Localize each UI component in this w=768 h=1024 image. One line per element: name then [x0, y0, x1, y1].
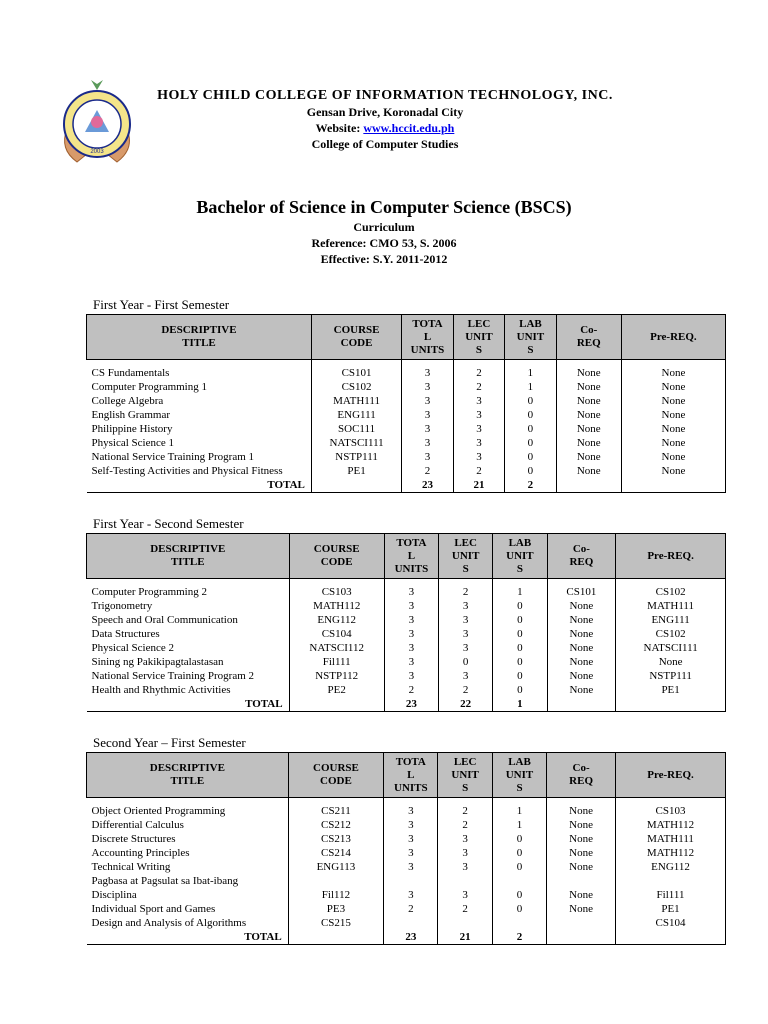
table-row [87, 613, 726, 627]
cell-lab: 0 [493, 669, 547, 683]
table-header-row [87, 753, 726, 798]
total-cell-code [311, 478, 401, 493]
cell-lec: 3 [453, 408, 504, 422]
cell-lec: 0 [439, 655, 493, 669]
column-header-lab: LAB UNIT S [505, 315, 556, 360]
cell-desc: Self-Testing Activities and Physical Fitness [87, 464, 312, 478]
cell-total: 2 [402, 464, 453, 478]
table-row [87, 832, 726, 846]
cell-total [384, 874, 438, 888]
cell-code: CS214 [288, 846, 383, 860]
cell-total: 3 [384, 818, 438, 832]
cell-desc: Health and Rhythmic Activities [87, 683, 290, 697]
cell-coreq: None [556, 394, 621, 408]
cell-total: 3 [402, 394, 453, 408]
total-cell-total: 23 [402, 478, 453, 493]
cell-lec: 3 [438, 888, 492, 902]
cell-code: SOC111 [311, 422, 401, 436]
cell-desc: Data Structures [87, 627, 290, 641]
column-header-lab: LAB UNIT S [493, 534, 547, 579]
table-row [87, 627, 726, 641]
cell-prereq: PE1 [616, 902, 726, 916]
cell-total: 3 [402, 380, 453, 394]
table-row [87, 641, 726, 655]
total-cell-coreq [547, 930, 616, 945]
cell-coreq: CS101 [547, 585, 616, 599]
cell-prereq: None [621, 394, 725, 408]
cell-lab: 0 [505, 422, 556, 436]
website-line [140, 121, 630, 136]
cell-coreq: None [556, 422, 621, 436]
cell-total: 2 [384, 683, 438, 697]
cell-code: PE3 [288, 902, 383, 916]
table-row [87, 366, 726, 380]
cell-lab: 0 [493, 627, 547, 641]
total-row [87, 697, 726, 712]
cell-code: CS102 [311, 380, 401, 394]
website-link[interactable]: www.hccit.edu.ph [363, 121, 455, 135]
cell-prereq: MATH112 [616, 818, 726, 832]
total-cell-prereq [616, 697, 726, 712]
cell-coreq: None [556, 464, 621, 478]
cell-total: 3 [402, 422, 453, 436]
cell-lab: 0 [505, 394, 556, 408]
cell-coreq: None [556, 366, 621, 380]
cell-lec: 3 [439, 599, 493, 613]
cell-lab [492, 874, 546, 888]
cell-lec: 3 [439, 627, 493, 641]
total-cell-code [289, 697, 384, 712]
column-header-total: TOTA L UNITS [384, 534, 438, 579]
cell-lec: 2 [438, 818, 492, 832]
cell-code: CS104 [289, 627, 384, 641]
cell-lab: 0 [493, 683, 547, 697]
cell-prereq: NATSCI111 [616, 641, 726, 655]
cell-lec: 3 [453, 394, 504, 408]
cell-coreq: None [556, 436, 621, 450]
cell-lec: 2 [453, 380, 504, 394]
cell-lec: 2 [453, 464, 504, 478]
table-row [87, 902, 726, 916]
cell-coreq: None [547, 641, 616, 655]
cell-prereq: None [621, 436, 725, 450]
cell-desc: Individual Sport and Games [87, 902, 289, 916]
cell-desc: Physical Science 2 [87, 641, 290, 655]
cell-total: 3 [384, 641, 438, 655]
cell-coreq [547, 874, 616, 888]
cell-coreq: None [547, 860, 616, 874]
cell-total: 3 [384, 627, 438, 641]
cell-code: CS101 [311, 366, 401, 380]
cell-coreq: None [547, 804, 616, 818]
cell-code: ENG112 [289, 613, 384, 627]
cell-lab: 0 [492, 832, 546, 846]
cell-prereq: None [621, 366, 725, 380]
cell-lec: 3 [438, 860, 492, 874]
cell-prereq: Fil111 [616, 888, 726, 902]
cell-coreq: None [547, 846, 616, 860]
curriculum-subtitle: Curriculum [353, 220, 415, 234]
cell-coreq: None [547, 683, 616, 697]
cell-lab: 0 [493, 641, 547, 655]
cell-desc: Design and Analysis of Algorithms [87, 916, 289, 930]
table-header-row [87, 534, 726, 579]
institution-name: HOLY CHILD COLLEGE OF INFORMATION TECHNOLOGY, INC. [157, 88, 613, 103]
cell-total: 3 [384, 585, 438, 599]
college-logo [57, 74, 137, 166]
total-cell-desc: TOTAL [87, 930, 289, 945]
table-row [87, 450, 726, 464]
cell-total: 3 [384, 804, 438, 818]
cell-code: MATH112 [289, 599, 384, 613]
total-cell-coreq [556, 478, 621, 493]
cell-total: 3 [384, 655, 438, 669]
cell-lec: 3 [439, 669, 493, 683]
cell-total: 3 [384, 669, 438, 683]
cell-coreq: None [556, 380, 621, 394]
cell-lab: 1 [505, 366, 556, 380]
cell-code: NSTP112 [289, 669, 384, 683]
cell-prereq [616, 874, 726, 888]
cell-coreq: None [547, 832, 616, 846]
table-row [87, 380, 726, 394]
cell-desc: Trigonometry [87, 599, 290, 613]
table-row [87, 818, 726, 832]
institution-address: Gensan Drive, Koronadal City [306, 105, 464, 119]
column-header-prereq: Pre-REQ. [621, 315, 725, 360]
cell-total: 3 [402, 436, 453, 450]
column-header-lec: LEC UNIT S [453, 315, 504, 360]
cell-lab: 0 [505, 464, 556, 478]
cell-lab: 0 [492, 846, 546, 860]
column-header-code: COURSE CODE [288, 753, 383, 798]
column-header-total: TOTA L UNITS [402, 315, 453, 360]
total-cell-lab: 2 [492, 930, 546, 945]
table-row [87, 874, 726, 888]
cell-code: PE2 [289, 683, 384, 697]
cell-lab [492, 916, 546, 930]
cell-lab: 0 [505, 408, 556, 422]
cell-desc: English Grammar [87, 408, 312, 422]
total-cell-lec: 21 [453, 478, 504, 493]
cell-lec: 3 [453, 450, 504, 464]
cell-total: 3 [402, 366, 453, 380]
cell-coreq: None [547, 818, 616, 832]
cell-lab: 1 [492, 804, 546, 818]
cell-desc: Differential Calculus [87, 818, 289, 832]
cell-lec: 2 [453, 366, 504, 380]
cell-coreq: None [547, 627, 616, 641]
total-cell-prereq [621, 478, 725, 493]
column-header-desc: DESCRIPTIVE TITLE [87, 753, 289, 798]
table-row [87, 888, 726, 902]
cell-lab: 0 [505, 436, 556, 450]
total-cell-lec: 21 [438, 930, 492, 945]
total-row [87, 930, 726, 945]
program-title: Bachelor of Science in Computer Science (BSCS) [196, 197, 572, 217]
curriculum-table [86, 533, 726, 712]
cell-code: NATSCI112 [289, 641, 384, 655]
cell-lec: 3 [439, 613, 493, 627]
cell-coreq: None [547, 655, 616, 669]
cell-lab: 0 [492, 860, 546, 874]
cell-code: ENG111 [311, 408, 401, 422]
table-row [87, 408, 726, 422]
cell-coreq: None [556, 408, 621, 422]
table-row [87, 585, 726, 599]
cell-desc: National Service Training Program 1 [87, 450, 312, 464]
total-row [87, 478, 726, 493]
table-row [87, 655, 726, 669]
cell-total: 3 [402, 450, 453, 464]
cell-code: CS213 [288, 832, 383, 846]
cell-prereq: None [621, 450, 725, 464]
table-row [87, 804, 726, 818]
cell-total: 3 [384, 599, 438, 613]
table-row [87, 683, 726, 697]
semester-label: First Year - First Semester [93, 297, 230, 312]
cell-desc: Philippine History [87, 422, 312, 436]
column-header-desc: DESCRIPTIVE TITLE [87, 534, 290, 579]
cell-prereq: None [621, 422, 725, 436]
cell-lab: 0 [505, 450, 556, 464]
cell-coreq: None [547, 599, 616, 613]
cell-lab: 0 [493, 599, 547, 613]
total-cell-total: 23 [384, 697, 438, 712]
table-row [87, 464, 726, 478]
total-cell-lab: 1 [493, 697, 547, 712]
total-cell-coreq [547, 697, 616, 712]
cell-desc: Technical Writing [87, 860, 289, 874]
cell-lab: 0 [493, 613, 547, 627]
cell-code: CS211 [288, 804, 383, 818]
total-cell-lec: 22 [439, 697, 493, 712]
cell-prereq: ENG112 [616, 860, 726, 874]
cell-desc: Object Oriented Programming [87, 804, 289, 818]
cell-prereq: CS102 [616, 627, 726, 641]
cell-coreq: None [556, 450, 621, 464]
cell-prereq: CS104 [616, 916, 726, 930]
cell-prereq: MATH111 [616, 599, 726, 613]
cell-lab: 1 [492, 818, 546, 832]
cell-prereq: CS102 [616, 585, 726, 599]
cell-total: 3 [402, 408, 453, 422]
column-header-coreq: Co- REQ [547, 534, 616, 579]
cell-desc: Discrete Structures [87, 832, 289, 846]
cell-prereq: MATH112 [616, 846, 726, 860]
cell-lab: 0 [493, 655, 547, 669]
cell-desc: Accounting Principles [87, 846, 289, 860]
column-header-desc: DESCRIPTIVE TITLE [87, 315, 312, 360]
cell-total: 3 [384, 888, 438, 902]
semester-label: Second Year – First Semester [93, 735, 246, 750]
website-label: Website: [315, 121, 364, 135]
curriculum-table [86, 752, 726, 945]
cell-prereq: None [621, 464, 725, 478]
cell-code: ENG113 [288, 860, 383, 874]
cell-coreq: None [547, 902, 616, 916]
semester-label: First Year - Second Semester [93, 516, 244, 531]
cell-code: CS103 [289, 585, 384, 599]
table-row [87, 436, 726, 450]
cell-lec: 3 [438, 846, 492, 860]
cell-desc: National Service Training Program 2 [87, 669, 290, 683]
cell-lec: 2 [438, 804, 492, 818]
total-cell-total: 23 [384, 930, 438, 945]
cell-desc: Physical Science 1 [87, 436, 312, 450]
column-header-code: COURSE CODE [289, 534, 384, 579]
table-row [87, 916, 726, 930]
cell-coreq: None [547, 669, 616, 683]
table-row [87, 860, 726, 874]
cell-code: Fil111 [289, 655, 384, 669]
svg-text:2003: 2003 [90, 149, 104, 155]
cell-total: 3 [384, 832, 438, 846]
cell-lec: 3 [453, 436, 504, 450]
column-header-coreq: Co- REQ [556, 315, 621, 360]
table-row [87, 669, 726, 683]
cell-desc: Computer Programming 1 [87, 380, 312, 394]
cell-code: Fil112 [288, 888, 383, 902]
column-header-total: TOTA L UNITS [384, 753, 438, 798]
cell-code: PE1 [311, 464, 401, 478]
cell-code: CS212 [288, 818, 383, 832]
cell-prereq: CS103 [616, 804, 726, 818]
total-cell-lab: 2 [505, 478, 556, 493]
cell-lec: 2 [438, 902, 492, 916]
cell-total: 2 [384, 902, 438, 916]
cell-desc: Disciplina [87, 888, 289, 902]
column-header-code: COURSE CODE [311, 315, 401, 360]
total-cell-desc: TOTAL [87, 478, 312, 493]
table-row [87, 846, 726, 860]
cell-prereq: MATH111 [616, 832, 726, 846]
column-header-prereq: Pre-REQ. [616, 534, 726, 579]
college-name: College of Computer Studies [311, 137, 459, 151]
column-header-coreq: Co- REQ [547, 753, 616, 798]
cell-prereq: None [616, 655, 726, 669]
table-row [87, 599, 726, 613]
cell-desc: CS Fundamentals [87, 366, 312, 380]
cell-lec: 3 [439, 641, 493, 655]
column-header-lab: LAB UNIT S [492, 753, 546, 798]
cell-prereq: ENG111 [616, 613, 726, 627]
cell-total [384, 916, 438, 930]
reference-line: Reference: CMO 53, S. 2006 [311, 236, 457, 250]
cell-desc: Pagbasa at Pagsulat sa Ibat-ibang [87, 874, 289, 888]
cell-prereq: None [621, 380, 725, 394]
cell-lab: 1 [505, 380, 556, 394]
total-cell-desc: TOTAL [87, 697, 290, 712]
cell-lab: 1 [493, 585, 547, 599]
column-header-prereq: Pre-REQ. [616, 753, 726, 798]
cell-prereq: PE1 [616, 683, 726, 697]
cell-total: 3 [384, 613, 438, 627]
cell-total: 3 [384, 860, 438, 874]
cell-lec: 3 [453, 422, 504, 436]
total-cell-prereq [616, 930, 726, 945]
cell-code: NSTP111 [311, 450, 401, 464]
cell-lec [438, 916, 492, 930]
cell-desc: Sining ng Pakikipagtalastasan [87, 655, 290, 669]
cell-lec [438, 874, 492, 888]
cell-desc: Speech and Oral Communication [87, 613, 290, 627]
cell-lab: 0 [492, 888, 546, 902]
table-header-row [87, 315, 726, 360]
cell-lec: 2 [439, 683, 493, 697]
total-cell-code [288, 930, 383, 945]
cell-code [288, 874, 383, 888]
curriculum-table [86, 314, 726, 493]
cell-code: CS215 [288, 916, 383, 930]
column-header-lec: LEC UNIT S [438, 753, 492, 798]
cell-prereq: None [621, 408, 725, 422]
cell-lec: 3 [438, 832, 492, 846]
cell-coreq [547, 916, 616, 930]
table-row [87, 422, 726, 436]
cell-prereq: NSTP111 [616, 669, 726, 683]
cell-desc: Computer Programming 2 [87, 585, 290, 599]
column-header-lec: LEC UNIT S [439, 534, 493, 579]
effective-line: Effective: S.Y. 2011-2012 [320, 252, 448, 266]
cell-coreq: None [547, 888, 616, 902]
cell-code: MATH111 [311, 394, 401, 408]
cell-total: 3 [384, 846, 438, 860]
cell-desc: College Algebra [87, 394, 312, 408]
cell-code: NATSCI111 [311, 436, 401, 450]
table-row [87, 394, 726, 408]
cell-coreq: None [547, 613, 616, 627]
cell-lec: 2 [439, 585, 493, 599]
cell-lab: 0 [492, 902, 546, 916]
